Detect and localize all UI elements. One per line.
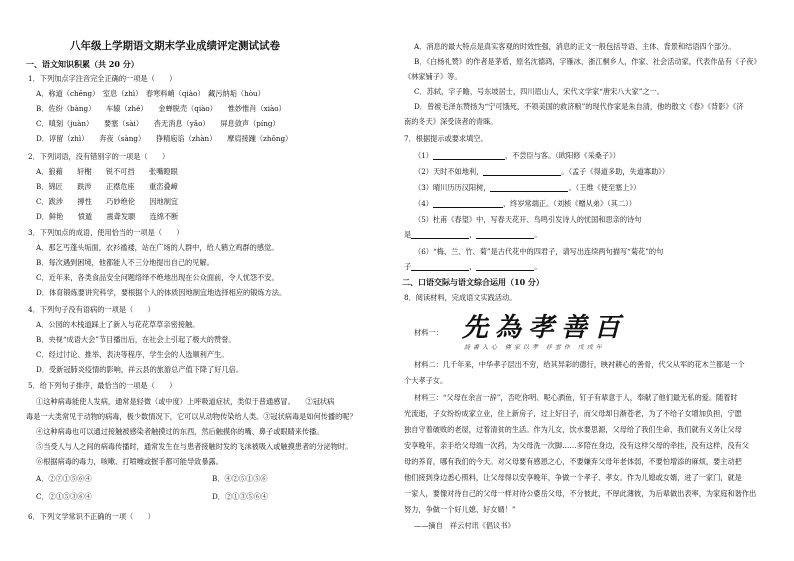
blank-2-1[interactable]	[483, 167, 561, 176]
question-5: 5．给下列句子排序，最恰当的一项是（ ）	[28, 381, 177, 390]
poem-2-source: 。（孟子《得道多助，失道寡助》）	[561, 167, 670, 176]
poem-blank-5: 是 ， 。	[404, 230, 542, 239]
q6-option-a: A．消息的最大特点是真实客观的时效性强，消息的正文一般包括导语、主体、背景和结语四个部分。	[414, 42, 736, 51]
section-1-heading: 一、语文知识积累（共 20 分）	[26, 59, 139, 69]
q5-option-b: B．④②⑤①⑤⑥	[212, 474, 268, 483]
left-column	[22, 0, 390, 561]
q1-option-a: A．称道（chēng） 室息（zhì） 春寒料峭（qiào） 藏污纳垢（hòu）	[36, 89, 265, 98]
q3-option-d: D．体育锻炼要讲究科学，要根据个人的体质因地制宜地选择相应的锻炼方法。	[36, 288, 287, 297]
material-1-label: 材料一：	[414, 328, 443, 337]
question-2: 2．下列词语，没有错别字的一项是（ ）	[28, 152, 170, 161]
question-4: 4．下列句子没有语病的一项是（ ）	[28, 305, 155, 314]
q5-passage-line-4: ⑤当受人与人之间的病毒传播时，通常发生在与患者接触时发的飞沫被吸入或触摸患者的分泌物时。	[36, 442, 353, 451]
poem-5-prompt: （5）杜甫《春望》中，写春天花开、鸟鸣引发诗人的忧国和思亲的诗句	[414, 215, 642, 224]
section-2-heading: 二、口语交际与语文综合运用（10 分）	[402, 277, 544, 287]
q6-option-b-cont: 《林家铺子》等。	[404, 72, 462, 81]
question-3: 3．下列加点的成语，使用恰当的一项是（ ）	[28, 228, 184, 237]
q5-option-d: D．②①③⑤⑥④	[212, 492, 269, 501]
poem-5-lead: 是	[404, 230, 412, 239]
calligraphy-image	[458, 313, 658, 352]
material-3-line-4: 安享晚年，亲手给父母端一次药，为父母洗一次脚……多陪在身边，没有这样父母的牵挂，没有这样，没有父	[404, 441, 750, 450]
blank-5-2[interactable]	[476, 230, 534, 239]
material-3-source: ——摘自 祥云村讯《倡议书》	[414, 521, 515, 530]
q4-option-a: A．公园的木栈道踩上了新入与花花草草亲密接触。	[36, 320, 200, 329]
material-3-line-6: 他们接到身边悉心照料，让父母得以安享晚年，争做一个孝子、孝女。作为儿媳或女婿，进了一家门，就是	[404, 473, 742, 482]
q3-option-b: B．每次遇到困境，他都能人不三分地提出自己的见解。	[36, 258, 214, 267]
q4-option-d: D．受新冠肺炎疫情的影响，祥云县的旅游总产值下降了好几倍。	[36, 365, 244, 374]
calligraphy-inscription: 詩書入心 傳家以孝 祥雲作 戊戌年	[464, 344, 605, 351]
poem-4-text: ，终岁常端正。（刘桢《赠从弟》（其二））	[502, 199, 636, 208]
q6-option-d-cont: 南的冬天》深受读者的青睐。	[404, 117, 498, 126]
poem-blank-6: 子 ， 。	[404, 262, 542, 271]
q5-passage-line-1: ①这种病毒能使人发病，通常是轻微（或中度）上呼吸道症状，类似于普通感冒。 ②冠状病	[36, 397, 335, 406]
poem-2-text: （2）天时不如地利，	[414, 167, 484, 176]
poem-blank-2	[414, 167, 669, 176]
q5-option-c: C．②①⑤③⑥④	[36, 492, 92, 501]
q1-option-b: B．佐纷（bàng） 车辕（zhé） 金蝉脱壳（qiào） 惟妙惟肖（xiào）	[36, 104, 286, 113]
poem-1-text: ，不尝臣与客。（欧阳修《采桑子》）	[504, 151, 620, 160]
material-3-line-8: 努力，争做一个好儿媳、好女婿！”	[404, 505, 516, 514]
q5-passage-line-5: ⑥根据病毒的毒力，咳嗽、打喷嚏或握手都可能导致暴露。	[36, 457, 223, 466]
poem-blank-1	[414, 151, 620, 160]
q5-option-a: A．②⑦①⑤⑥④	[36, 474, 92, 483]
blank-6-2[interactable]	[476, 262, 534, 271]
material-3-line-5: 母的养育，哪有我们的今天。对父母要有感恩之心，不要嫌弃父母年老体弱，不要怕增添的麻烦，要主动把	[404, 457, 742, 466]
poem-blank-3	[414, 183, 640, 192]
q5-passage-line-2: 毒是一大类常见于动物的病毒，极少数情况下，它可以从动物传染给人类。③冠状病毒是如何传播的呢？	[26, 412, 357, 421]
question-1: 1．下列加点字注音完全正确的一项是（ ）	[28, 74, 177, 83]
q1-option-d: D．谆留（zhì） 奔夜（sàng） 狰精庖谄（zhàn） 摩肩接踵（zhǒng）	[36, 134, 293, 143]
q6-option-c: C．苏轼，字子瞻，号东坡居士，四川眉山人，宋代文学家“唐宋八大家”之一。	[414, 87, 665, 96]
blank-5-1[interactable]	[411, 230, 469, 239]
page-title: 八年级上学期语文期末学业成绩评定测试试卷	[70, 40, 280, 52]
poem-1-number: （1）	[414, 151, 433, 160]
material-3-line-1: 材料三：“父母在余言一辞”，否吃你明、呢心洒鱼，钉子有辈意于人，奉献了他们最无私的爱。随着时	[414, 393, 738, 402]
q4-option-b: B．央视“成语大会”节目播出后，在社会上引起了极大的赞誉。	[36, 335, 236, 344]
q1-option-c: C．嗔刻（juàn） 要塞（sài） 杳无消息（yǎo） 屏息敛声（píng）	[36, 119, 280, 128]
material-3-line-3: 独自守着破败的老屋，过着清贫的生活。作为儿女，饮水要思源，父母给了我们生命，我们就有义务让父母	[404, 425, 742, 434]
right-column	[402, 0, 774, 561]
poem-3-text: （3）晴川历历汉阳树，	[414, 183, 491, 192]
q2-option-a: A．狼藉 轩榭 锐不可挡 张嘴瞪眼	[36, 167, 178, 176]
poem-blank-4	[414, 199, 636, 208]
question-8: 8．阅读材料，完成语文实践活动。	[404, 293, 517, 302]
poem-4-number: （4）	[414, 199, 433, 208]
material-2-line-1: 材料二：几千年来，中华孝子层出不穷，给其异彩的德行，映衬耕心的善骨，代父从军的花木兰都是一个	[414, 360, 745, 369]
q2-option-d: D．鲜艳 愤遁 震聋发聩 连绵不断	[36, 212, 179, 221]
poem-6-prompt: （6）“梅、兰、竹、菊”是古代花中的四君子，请写出连续两句描写“菊花”的句	[414, 247, 664, 256]
q3-option-a: A．那乞丐蓬头垢面，衣衫褴褛，站在广场的人群中，给人鹤立鸡群的感觉。	[36, 243, 279, 252]
blank-1-1[interactable]	[433, 151, 505, 160]
q5-passage-line-3: ④这种病毒也可以通过接触被感染者触摸过的东西，然后触摸你的嘴、鼻子或眼睛来传播。	[36, 427, 324, 436]
poem-6-lead: 子	[404, 262, 412, 271]
material-2-line-2: 个大孝子女。	[404, 376, 448, 385]
q2-option-b: B．锦匠 跌涉 正襟危座 重峦叠嶂	[36, 182, 178, 191]
calligraphy-main-text: 先為孝善百	[462, 313, 628, 343]
material-3-line-2: 光流逝，子女纷纷成家立业，住上新房子，过上好日子，而父母却日渐苍老，为了不给子女增加负担，宁愿	[404, 409, 742, 418]
blank-4-1[interactable]	[433, 199, 503, 208]
question-6: 6．下列文学常识不正确的一项（ ）	[28, 512, 155, 521]
q6-option-d: D．曾被毛泽东赞扬为“宁可饿死，不领美国的救济粮”的现代作家是朱自清，他的散文《春》《背影》《济	[414, 102, 744, 111]
q2-option-c: C．跋涉 搏性 巧妙绝伦 因地制宜	[36, 197, 179, 206]
blank-6-1[interactable]	[411, 262, 469, 271]
question-7: 7．根据提示或要求填空。	[404, 134, 488, 143]
material-3-line-7: 一家人，要像对待自己的父母一样对待公婆岳父母，不分彼此，不厚此薄彼，为后辈做出表率，为家庭和谐作出	[404, 489, 757, 498]
q6-option-b: B．《白杨礼赞》的作者是茅盾，原名沈德鸿，字雁冰，浙江桐乡人，作家、社会活动家，代表作品有《子夜》	[414, 57, 761, 66]
poem-3-source: 。（王维《使至塞上》）	[568, 183, 641, 192]
q3-option-c: C．近年来，各类食品安全问题络绎不绝地出现在公众面前，令人忧怨不安。	[36, 273, 279, 282]
blank-3-1[interactable]	[490, 183, 568, 192]
q4-option-c: C．经过讨论、推举、表决等程序，学生会的人选顺利产生。	[36, 350, 229, 359]
